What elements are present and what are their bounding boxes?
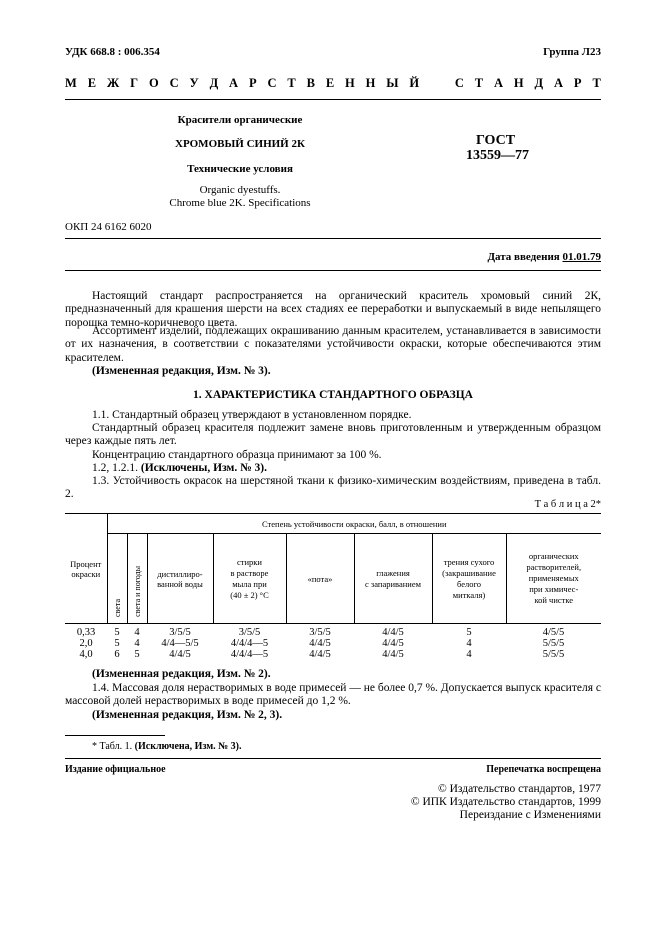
banner-letter: Е — [87, 76, 97, 90]
footer-rule — [65, 758, 601, 759]
banner-letter: О — [148, 76, 159, 90]
banner-letter: Н — [345, 76, 355, 90]
col-sweat: «пота» — [286, 534, 354, 624]
okp-code: ОКП 24 6162 6020 — [65, 221, 152, 233]
intro-date-value: 01.01.79 — [562, 251, 601, 263]
udk-code: УДК 668.8 : 006.354 — [65, 46, 160, 58]
col-organic: органических растворителей, применяемых при химичес- кой чистке — [506, 534, 601, 624]
banner-letter: Н — [365, 76, 376, 90]
footnote-rule — [65, 735, 165, 736]
col-ironing: глажения с запариванием — [354, 534, 432, 624]
banner-letter: Г — [130, 76, 139, 90]
banner-letter: С — [169, 76, 179, 90]
banner-letter: А — [229, 76, 239, 90]
banner-letter: Д — [534, 76, 544, 90]
banner-letter: Е — [325, 76, 335, 90]
banner-letter: Т — [474, 76, 484, 90]
col-wash: стирки в растворе мыла при (40 ± 2) °С — [213, 534, 286, 624]
gost-label: ГОСТ — [476, 133, 516, 148]
clause-1-4: 1.4. Массовая доля нерастворимых в воде примесей — не более 0,7 %. Допускается выпуск красителя с массовой долей нерастворимых в воде примесей до 1,2 %. — [65, 682, 601, 708]
banner-letter: Т — [592, 76, 601, 90]
clause-1-2: 1.2, 1.2.1. (Исключены, Изм. № 3). — [92, 462, 267, 474]
header-rule — [65, 99, 601, 100]
title-line1: Красители органические — [177, 114, 303, 126]
banner-letter: С — [454, 76, 464, 90]
clause-1-3: 1.3. Устойчивость окрасок на шерстяной ткани к физико-химическим воздействиям, приведена в табл. 2. — [65, 475, 601, 501]
title-en2: Chrome blue 2K. Specifications — [169, 197, 311, 209]
after-table-note: (Измененная редакция, Изм. № 2). — [92, 668, 271, 680]
table-row: 0,33 5 4 3/5/5 3/5/5 3/5/5 4/4/5 5 4/5/5 — [76, 627, 565, 638]
copyright-1999: © ИПК Издательство стандартов, 1999 — [410, 796, 601, 808]
banner-letter: С — [267, 76, 277, 90]
table-caption: Т а б л и ц а 2* — [534, 499, 601, 510]
banner-letter: Ы — [386, 76, 399, 90]
banner-letter: Ж — [106, 76, 120, 90]
title-en1: Organic dyestuffs. — [199, 184, 281, 196]
banner-letter: А — [494, 76, 504, 90]
title-specs: Технические условия — [187, 163, 293, 175]
banner-letter: Д — [209, 76, 219, 90]
copyright-1977: © Издательство стандартов, 1977 — [437, 783, 601, 795]
footnote: * Табл. 1. (Исключена, Изм. № 3). — [92, 741, 242, 752]
okp-rule — [65, 238, 601, 239]
title-product: ХРОМОВЫЙ СИНИЙ 2К — [175, 138, 305, 150]
gost-number: 13559—77 — [466, 148, 529, 163]
banner-letter: У — [189, 76, 199, 90]
banner-letter: Н — [513, 76, 524, 90]
col-percent: Процент окраски — [65, 514, 107, 624]
group-code: Группа Л23 — [543, 46, 601, 58]
reprint-forbidden: Перепечатка воспрещена — [486, 764, 601, 775]
col-distilled: дистиллиро-ванной воды — [147, 534, 213, 624]
paragraph-scope: Настоящий стандарт распространяется на органический краситель хромовый синий 2К, предназначенный для крашения шерсти на всех стадиях ее переработки и выпускаемый в виде непылящего порошка темно-коричневого цвета. — [65, 290, 601, 329]
table-row: 2,0 5 4 4/4—5/5 4/4/4—5 4/4/5 4/4/5 4 5/5/5 — [79, 638, 565, 649]
fastness-table — [65, 513, 601, 660]
group-header: Степень устойчивости окраски, балл, в отношении — [107, 514, 601, 534]
reissue-note: Переиздание с Изменениями — [459, 809, 601, 821]
clause-1-1b: Стандартный образец красителя подлежит замене вновь приготовленным и утвержденным образцом через каждые пять лет. — [65, 422, 601, 448]
banner-letter: Р — [248, 76, 257, 90]
paragraph-note-3: (Измененная редакция, Изм. № 3). — [92, 365, 271, 377]
banner-letter: В — [306, 76, 315, 90]
banner-letter: Р — [573, 76, 582, 90]
col-rubbing: трения сухого (закрашивание белого миткаля) — [432, 534, 506, 624]
banner-letter: А — [554, 76, 564, 90]
intro-date-label: Дата введения — [487, 251, 560, 263]
intro-date — [487, 251, 601, 263]
paragraph-assortment: Ассортимент изделий, подлежащих окрашиванию данным красителем, устанавливается в зависимости от их назначения, в соответствии с показателями устойчивости окраски, которые обеспечиваются этим красителем. — [65, 325, 601, 364]
date-rule — [65, 270, 601, 271]
section-1-heading: 1. ХАРАКТЕРИСТИКА СТАНДАРТНОГО ОБРАЗЦА — [193, 389, 473, 401]
clause-1-4-note: (Измененная редакция, Изм. № 2, 3). — [92, 709, 283, 721]
official-edition: Издание официальное — [65, 764, 166, 775]
clause-1-1c: Концентрацию стандартного образца принимают за 100 %. — [92, 449, 382, 461]
col-light-weather: света и погоды — [127, 534, 147, 624]
banner-letter: Й — [409, 76, 420, 90]
standard-banner — [65, 76, 601, 91]
banner-letter: Т — [287, 76, 296, 90]
banner-letter: М — [65, 76, 77, 90]
col-light: света — [107, 534, 127, 624]
table-row: 4,0 6 5 4/4/5 4/4/4—5 4/4/5 4/4/5 4 5/5/5 — [79, 649, 565, 660]
clause-1-1: 1.1. Стандартный образец утверждают в установленном порядке. — [92, 409, 412, 421]
